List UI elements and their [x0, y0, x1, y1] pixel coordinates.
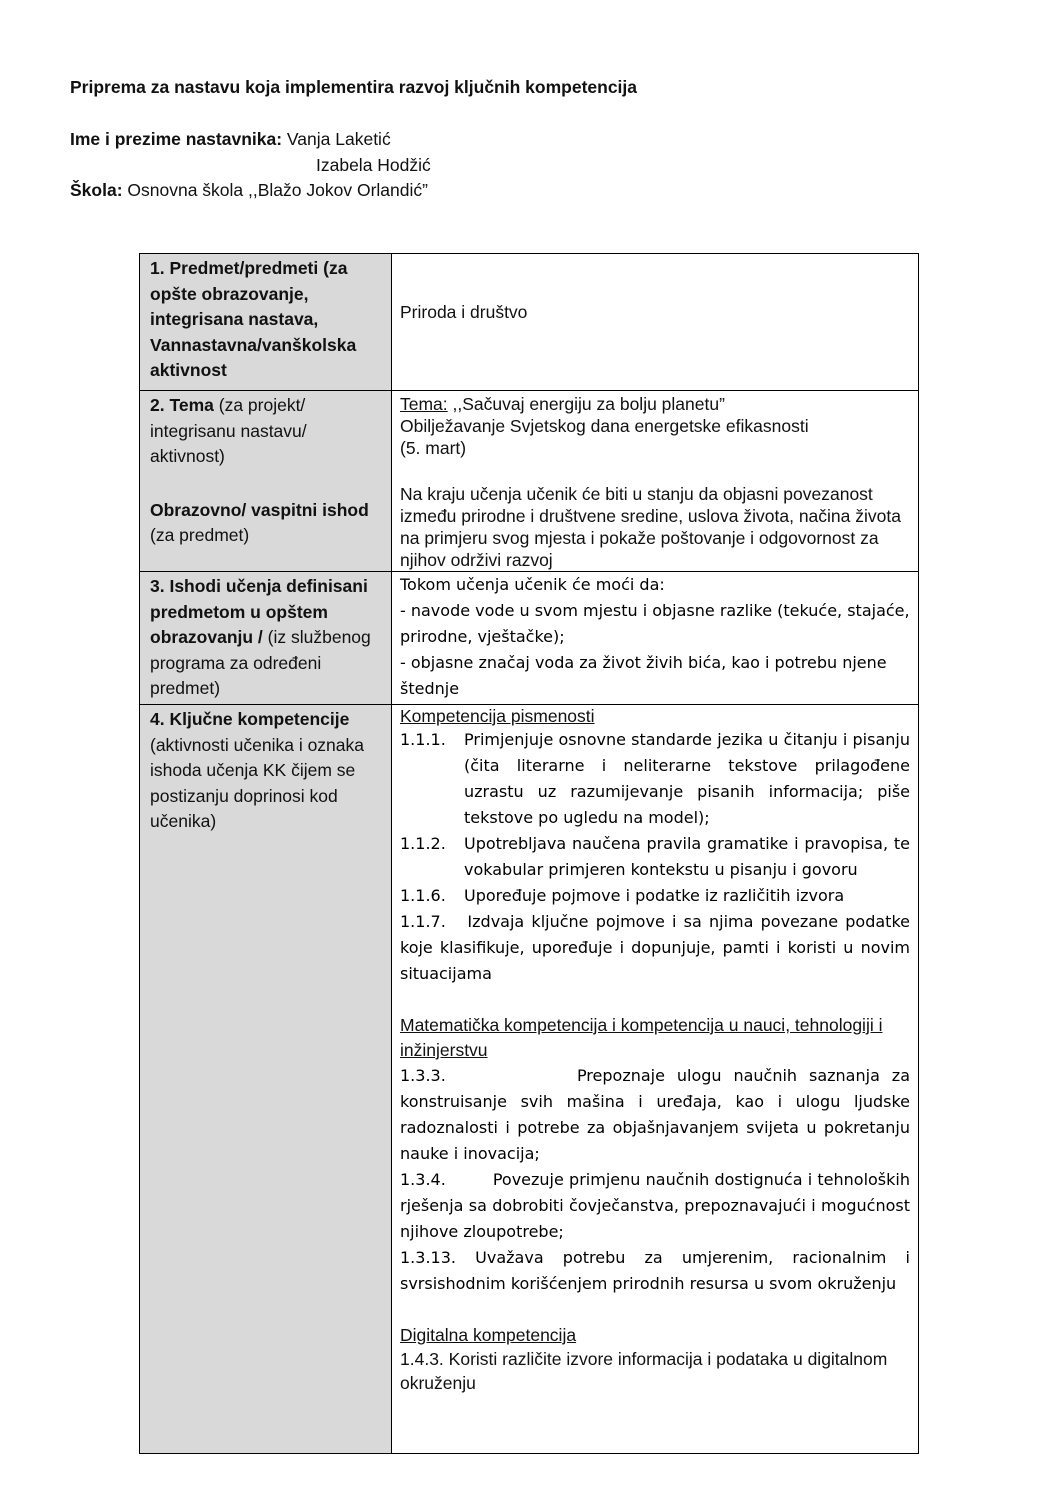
competency-list — [400, 1347, 910, 1395]
competency-code: 1.3.3. — [400, 1066, 446, 1085]
learning-outcomes-label-bold: 3. Ishodi učenja definisani predmetom u opštem obrazovanju / — [150, 576, 368, 648]
competency-text: Upoređuje pojmove i podatke iz različitih izvora — [464, 886, 845, 905]
subject-label: 1. Predmet/predmeti (za opšte obrazovanje, integrisana nastava, Vannastavna/vanškolska aktivnost — [150, 258, 357, 381]
competency-code: 1.1.7. — [400, 912, 446, 931]
topic-line — [400, 393, 910, 415]
learning-outcomes-label-cell — [140, 572, 392, 705]
learning-outcomes-label-rest: (iz službenog programa za određeni predmet) — [150, 627, 371, 699]
lesson-plan-table — [139, 253, 919, 1454]
competency-list — [400, 727, 910, 987]
competency-code: 1.1.2. — [400, 834, 446, 853]
key-competencies-cell — [392, 705, 919, 1454]
subject-label-cell — [140, 254, 392, 391]
topic-label-rest: (za projekt/ integrisanu nastavu/ aktivnost) — [150, 395, 307, 467]
competency-item — [400, 831, 910, 883]
competency-item — [400, 727, 910, 831]
competency-code: 1.4.3. — [400, 1349, 444, 1369]
competency-text: Upotrebljava naučena pravila gramatike i pravopisa, te vokabular primjeren kontekstu u pisanju i govoru — [464, 834, 910, 879]
topic-date: (5. mart) — [400, 438, 467, 458]
subject-value: Priroda i društvo — [400, 302, 528, 322]
competency-section-title: Matematička kompetencija i kompetencija u nauci, tehnologiji i inžinjerstvu — [400, 1015, 883, 1060]
competency-item — [400, 1245, 910, 1297]
document-title: Priprema za nastavu koja implementira razvoj ključnih kompetencija — [70, 77, 638, 97]
outcome-label-bold: Obrazovno/ vaspitni ishod — [150, 499, 369, 520]
competency-section-title: Digitalna kompetencija — [400, 1325, 577, 1345]
educational-outcome: Na kraju učenja učenik će biti u stanju da objasni povezanost između prirodne i društvene sredine, uslova života, načina života na primjeru svog mjesta i pokaže poštovanje i odgovornost za njihov održivi razvoj — [400, 484, 901, 570]
learning-outcomes-cell — [392, 572, 919, 705]
competency-item — [400, 1167, 910, 1245]
competency-text: Izdvaja ključne pojmove i sa njima povezane podatke koje klasifikuje, upoređuje i dopunjuje, pamti i koristi u novim situacijama — [400, 912, 910, 983]
topic-subtitle: Obilježavanje Svjetskog dana energetske efikasnosti — [400, 416, 809, 436]
learning-outcome-item: - navode vode u svom mjestu i objasne razlike (tekuće, stajaće, prirodne, vještačke); — [400, 601, 910, 646]
topic-prefix: Tema: — [400, 394, 448, 414]
competency-text: Prepoznaje ulogu naučnih saznanja za konstruisanje svih mašina i uređaja, kao i ulogu ljudske radoznalosti i potrebe za objašnjavanjem svijeta u pokretanju nauke i inovacija; — [400, 1066, 910, 1163]
competency-item — [400, 883, 910, 909]
topic-value-cell — [392, 391, 919, 572]
competency-code: 1.3.4. — [400, 1170, 446, 1189]
outcome-label-rest: (za predmet) — [150, 525, 250, 546]
topic-label-bold: 2. Tema — [150, 395, 214, 415]
table-row-key-competencies — [140, 705, 919, 1454]
competency-section-title: Kompetencija pismenosti — [400, 706, 595, 726]
competency-text: Primjenjuje osnovne standarde jezika u čitanju i pisanju (čita literarne i neliterarne tekstove prilagođene uzrastu uz razumijevanje pisanih informacija; piše tekstove po ugledu na model); — [464, 730, 910, 827]
competency-item — [400, 909, 910, 987]
table-row-learning-outcomes — [140, 572, 919, 705]
key-competencies-label-bold: 4. Ključne kompetencije — [150, 709, 350, 729]
topic-value: ,,Sačuvaj energiju za bolju planetu” — [447, 394, 725, 414]
table-row-subject — [140, 254, 919, 391]
competency-code: 1.1.1. — [400, 730, 446, 749]
competency-item — [400, 1063, 910, 1167]
school-value: Osnovna škola ,,Blažo Jokov Orlandić” — [127, 180, 428, 200]
school-label: Škola: — [70, 180, 123, 200]
teacher-line — [70, 129, 391, 150]
teacher-name-2: Izabela Hodžić — [316, 155, 431, 175]
school-line — [70, 180, 428, 201]
topic-label-cell — [140, 391, 392, 572]
key-competencies-label-rest: (aktivnosti učenika i oznaka ishoda učenja KK čijem se postizanju doprinosi kod učenika) — [150, 734, 364, 832]
teacher-name-1: Vanja Laketić — [286, 129, 391, 149]
learning-outcome-item: - objasne značaj voda za život živih bića, kao i potrebu njene štednje — [400, 653, 887, 698]
competency-list — [400, 1063, 910, 1297]
competency-text: Povezuje primjenu naučnih dostignuća i tehnoloških rješenja sa dobrobiti čovječanstva, prepoznavajući i mogućnost njihove zloupotrebe; — [400, 1170, 910, 1241]
competency-code: 1.1.6. — [400, 886, 446, 905]
competency-text: Uvažava potrebu za umjerenim, racionalnim i svrsishodnim korišćenjem prirodnih resursa u svom okruženju — [400, 1248, 910, 1293]
learning-outcomes-intro: Tokom učenja učenik će moći da: — [400, 575, 665, 594]
teacher-label: Ime i prezime nastavnika: — [70, 129, 283, 149]
subject-value-cell — [392, 254, 919, 391]
competency-item — [400, 1347, 910, 1395]
competency-text: Koristi različite izvore informacija i podataka u digitalnom okruženju — [400, 1349, 888, 1393]
key-competencies-label-cell — [140, 705, 392, 1454]
table-row-topic — [140, 391, 919, 572]
competency-code: 1.3.13. — [400, 1248, 456, 1267]
